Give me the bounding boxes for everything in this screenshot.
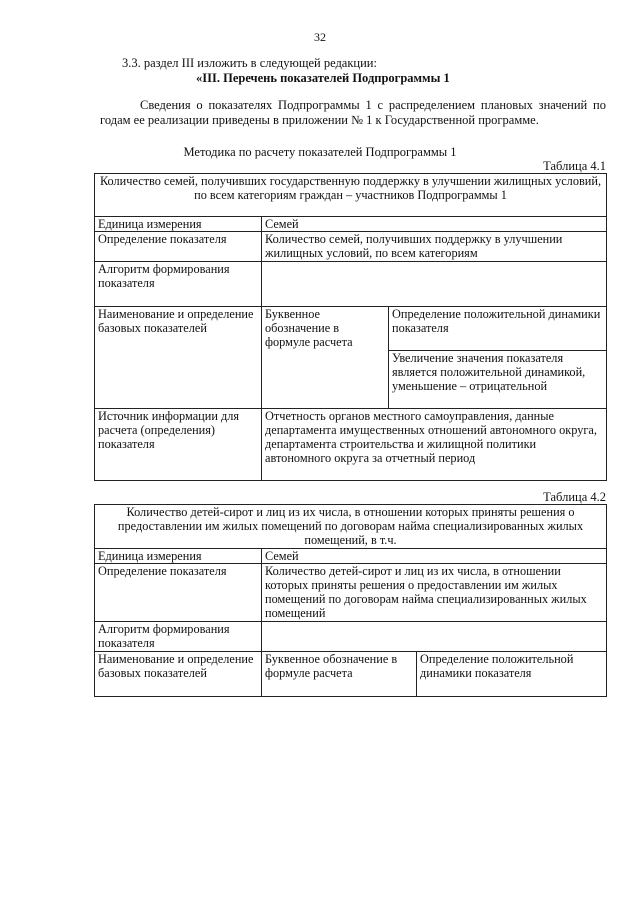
table2-unit-label: Единица измерения xyxy=(95,549,262,564)
table1-source-label: Источник информации для расчета (определения) показателя xyxy=(95,409,262,481)
table2-algorithm-value xyxy=(262,622,607,652)
table1-caption: Таблица 4.1 xyxy=(543,159,606,173)
table1-positive-label: Определение положительной динамики показателя xyxy=(389,307,607,351)
table1-algorithm-value xyxy=(262,262,607,307)
table2-unit-value: Семей xyxy=(262,549,607,564)
table1-definition-label: Определение показателя xyxy=(95,232,262,262)
intro-paragraph: Сведения о показателях Подпрограммы 1 с распределением плановых значений по годам ее реализации приведены в приложении № 1 к Государственной программе. xyxy=(100,98,606,127)
indicator-table-2 xyxy=(94,504,607,697)
table1-header: Количество семей, получивших государственную поддержку в улучшении жилищных условий, по всем категориям граждан – участников Подпрограммы 1 xyxy=(95,174,607,217)
table1-base-label: Наименование и определение базовых показателей xyxy=(95,307,262,409)
table1-letter-label: Буквенное обозначение в формуле расчета xyxy=(262,307,389,409)
table2-letter-label: Буквенное обозначение в формуле расчета xyxy=(262,652,417,697)
table2-header: Количество детей-сирот и лиц из их числа, в отношении которых приняты решения о предоставлении им жилых помещений по договорам найма специализированных жилых помещений, в т.ч. xyxy=(95,505,607,549)
page-number: 32 xyxy=(314,30,326,44)
table2-base-label: Наименование и определение базовых показателей xyxy=(95,652,262,697)
table2-definition-label: Определение показателя xyxy=(95,564,262,622)
table1-positive-value: Увеличение значения показателя является положительной динамикой, уменьшение – отрицательной xyxy=(389,351,607,409)
method-title: Методика по расчету показателей Подпрограммы 1 xyxy=(183,145,457,159)
table1-unit-label: Единица измерения xyxy=(95,217,262,232)
table1-algorithm-label: Алгоритм формирования показателя xyxy=(95,262,262,307)
indicator-table-1 xyxy=(94,173,607,481)
table2-positive-label: Определение положительной динамики показателя xyxy=(417,652,607,697)
table1-unit-value: Семей xyxy=(262,217,607,232)
table2-caption: Таблица 4.2 xyxy=(543,490,606,504)
table2-algorithm-label: Алгоритм формирования показателя xyxy=(95,622,262,652)
table1-definition-value: Количество семей, получивших поддержку в улучшении жилищных условий, по всем категориям xyxy=(262,232,607,262)
amendment-line: 3.3. раздел III изложить в следующей редакции: xyxy=(122,56,377,70)
table2-definition-value: Количество детей-сирот и лиц из их числа, в отношении которых приняты решения о предоставлении им жилых помещений по договорам найма специализированных жилых помещений xyxy=(262,564,607,622)
table1-source-value: Отчетность органов местного самоуправления, данные департамента имущественных отношений автономного округа, департамента строительства и жилищной политики автономного округа за отчетный период xyxy=(262,409,607,481)
section-heading: «III. Перечень показателей Подпрограммы 1 xyxy=(196,71,450,85)
